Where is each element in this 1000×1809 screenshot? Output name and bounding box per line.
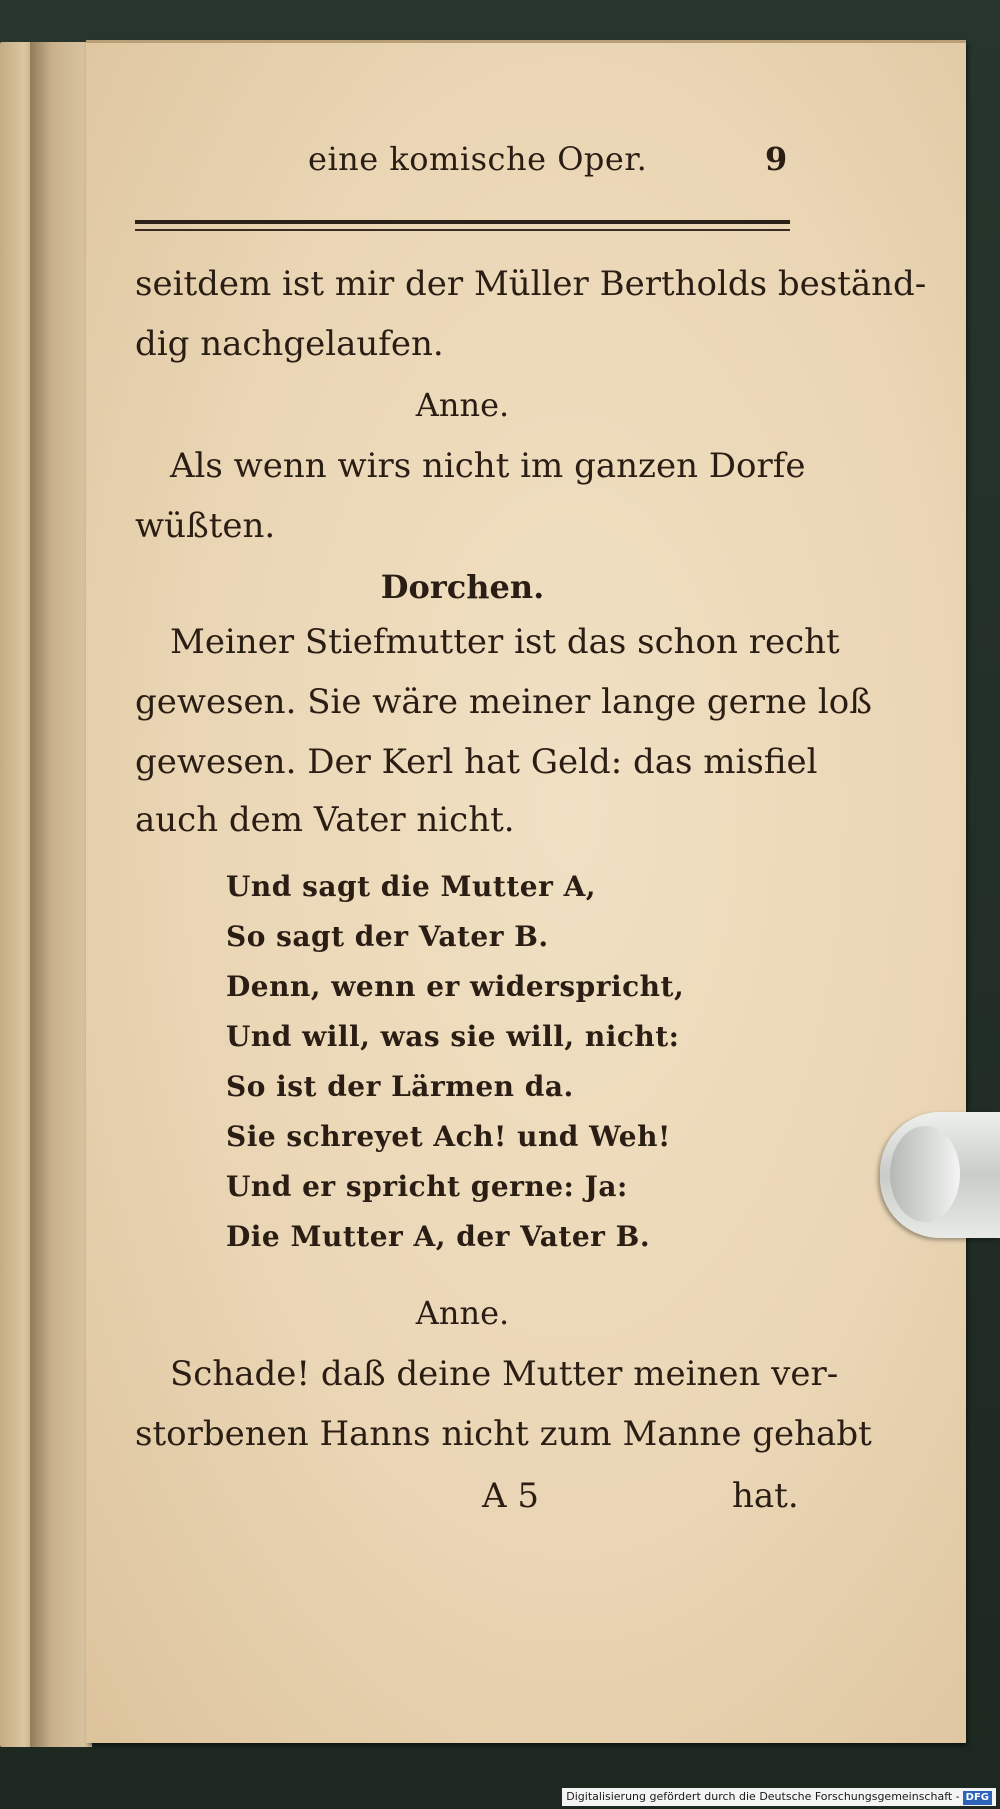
- verse-line: Die Mutter A, der Vater B.: [226, 1220, 651, 1253]
- verse-line: So sagt der Vater B.: [226, 920, 549, 953]
- verse-line: Denn, wenn er widerspricht,: [226, 970, 685, 1003]
- speaker-name: Dorchen.: [380, 568, 545, 606]
- prose-line: Schade! daß deine Mutter meinen ver-: [170, 1354, 839, 1394]
- running-head: eine komische Oper.: [308, 140, 648, 178]
- prose-line: auch dem Vater nicht.: [135, 800, 515, 840]
- verse-line: Und er spricht gerne: Ja:: [226, 1170, 628, 1203]
- verse-line: Sie schreyet Ach! und Weh!: [226, 1120, 671, 1153]
- prose-line: wüßten.: [135, 506, 276, 546]
- catchword: hat.: [732, 1476, 799, 1516]
- prose-line: dig nachgelaufen.: [135, 324, 444, 364]
- verse-line: So ist der Lärmen da.: [226, 1070, 574, 1103]
- digitization-credit: [562, 1788, 996, 1806]
- prose-line: Meiner Stiefmutter ist das schon recht: [170, 622, 840, 662]
- page-clip: [880, 1112, 1000, 1238]
- page-number: 9: [765, 140, 788, 178]
- verse-line: Und will, was sie will, nicht:: [226, 1020, 680, 1053]
- dfg-logo: DFG: [963, 1791, 992, 1805]
- prose-line: Als wenn wirs nicht im ganzen Dorfe: [170, 446, 806, 486]
- credit-text: Digitalisierung gefördert durch die Deutsche Forschungsgemeinschaft -: [566, 1790, 960, 1803]
- prose-line: storbenen Hanns nicht zum Manne gehabt: [135, 1414, 872, 1454]
- signature-mark: A 5: [482, 1476, 539, 1516]
- prose-line: gewesen. Sie wäre meiner lange gerne loß: [135, 682, 872, 722]
- header-rule-thin: [135, 229, 790, 231]
- prose-line: gewesen. Der Kerl hat Geld: das misfiel: [135, 742, 818, 782]
- speaker-name: Anne.: [415, 386, 510, 424]
- header-rule: [135, 220, 790, 224]
- speaker-name: Anne.: [415, 1294, 510, 1332]
- prose-line: seitdem ist mir der Müller Bertholds beständ-: [135, 264, 927, 304]
- book-gutter: [30, 42, 92, 1747]
- verse-line: Und sagt die Mutter A,: [226, 870, 597, 903]
